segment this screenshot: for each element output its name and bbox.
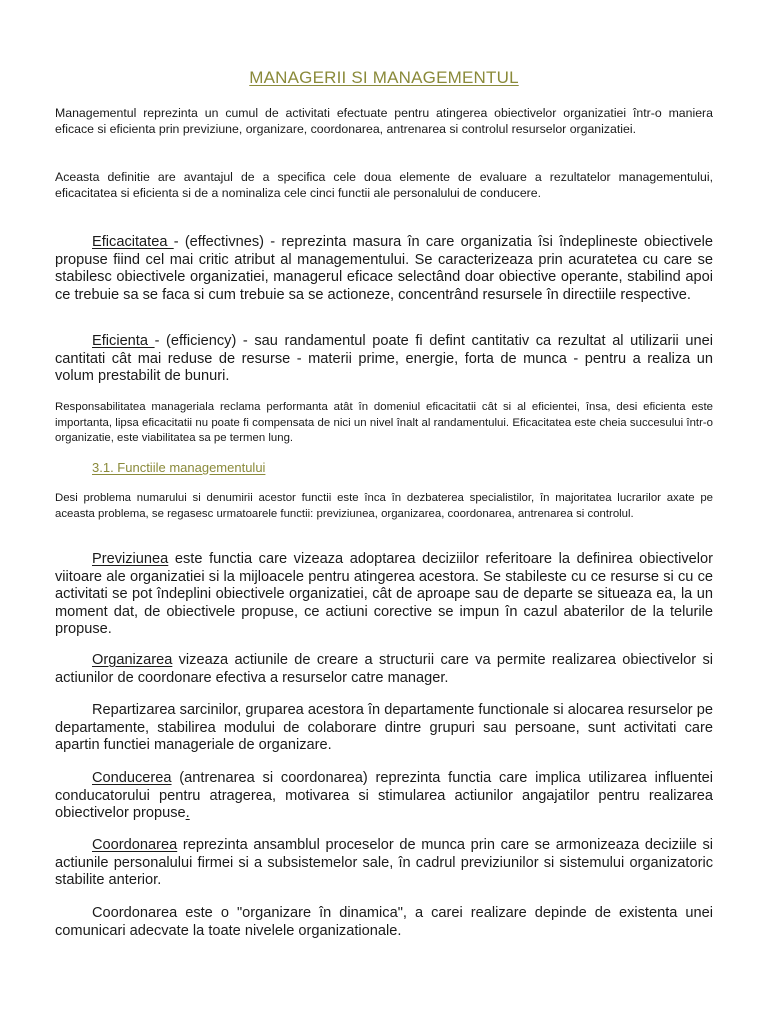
document-title: MANAGERII SI MANAGEMENTUL (249, 68, 519, 87)
term-coordonarea: Coordonarea (92, 837, 178, 853)
paragraph-conducerea (55, 770, 713, 823)
paragraph-definition-advantage: Aceasta definitie are avantajul de a specifica cele doua elemente de evaluare a rezultatelor managementului, eficacitatea si eficienta si de a nominaliza cele cinci functii ale personalului de conducere. (55, 170, 713, 200)
text-previziunea: este functia care vizeaza adoptarea deciziilor referitoare la definirea obiectivelor viitoare ale organizatiei si la mijloacele pentru atingerea acestora. Se stabileste cu ce resurse si cu ce activitati se pot îndeplini obiectivele organizatiei, cât de aproape sau de departe se situeaza ea, la un moment dat, de obiectivele propuse, ce actiuni corective se impun în cazul abaterilor de la telurile propuse. (55, 551, 713, 638)
paragraph-management-definition: Managementul reprezinta un cumul de activitati efectuate pentru atingerea obiectivelor organizatiei într-o maniera eficace si eficienta prin previziune, organizare, coordonarea, antrenarea si controlul resurselor organizatiei. (55, 106, 713, 136)
paragraph-organizarea (55, 652, 713, 687)
text-eficienta: - (efficiency) - sau randamentul poate fi defint cantitativ ca rezultat al utilizarii unei cantitati cât mai reduse de resurse - materii prime, energie, forta de munca - pentru a realiza un volum prestabilit de bunuri. (55, 333, 713, 385)
term-organizarea: Organizarea (92, 652, 173, 668)
end-conducerea: . (185, 805, 190, 822)
term-previziunea: Previziunea (92, 551, 169, 567)
text-organizarea: vizeaza actiunile de creare a structurii care va permite realizarea obiectivelor si actiunilor de coordonare efectiva a resurselor catre manager. (55, 652, 713, 686)
text-conducerea: (antrenarea si coordonarea) reprezinta functia care implica utilizarea influentei conducatorului pentru atragerea, motivarea si stimularea actiunilor angajatilor pentru realizarea obiectivelor propuse (55, 770, 713, 822)
term-conducerea: Conducerea (92, 770, 172, 786)
term-eficacitatea: Eficacitatea (92, 234, 174, 250)
paragraph-responsabilitatea: Responsabilitatea manageriala reclama performanta atât în domeniul eficacitatii cât si al eficientei, însa, desi eficienta este importanta, lipsa eficacitatii nu poate fi compensata de nici un nivel înalt al randamentului. Eficacitatea este cheia succesului într-o organizatie, este viabilitatea sa pe termen lung. (55, 401, 713, 444)
paragraph-functii-intro: Desi problema numarului si denumirii acestor functii este înca în dezbaterea specialistilor, în majoritatea lucrarilor axate pe aceasta problema, se regasesc urmatoarele functii: previziunea, organizarea, coordonarea, antrenarea si controlul. (55, 492, 713, 520)
section-heading: 3.1. Functiile managementului (92, 460, 266, 475)
term-eficienta: Eficienta (92, 333, 155, 349)
text-coordonarea: reprezinta ansamblul proceselor de munca prin care se armonizeaza deciziile si actiunile personalului firmei si a subsistemelor sale, în cadrul previziunilor si sistemului organizatoric stabilite anterior. (55, 837, 713, 889)
paragraph-eficienta (55, 333, 713, 386)
paragraph-previziunea (55, 551, 713, 639)
text-eficacitatea: - (effectivnes) - reprezinta masura în care organizatia îsi îndeplineste obiectivele propuse fiind cel mai critic atribut al managementului. Se caracterizeaza prin acuratetea cu care se stabilesc obiectivele organizatiei, managerul eficace selectând doar obiective operante, stabilind apoi ce trebuie sa se faca si cum trebuie sa se actioneze, concentrând resursele în directiile respective. (55, 234, 713, 303)
paragraph-coordonarea-dinamica: Coordonarea este o "organizare în dinamica", a carei realizare depinde de existenta unei comunicari adecvate la toate nivelele organizationale. (55, 905, 713, 939)
paragraph-coordonarea (55, 837, 713, 890)
paragraph-repartizarea: Repartizarea sarcinilor, gruparea acestora în departamente functionale si alocarea resurselor pe departamente, stabilirea modului de colaborare dintre grupuri sau persoane, sunt activitati care apartin functiei manageriale de organizare. (55, 702, 713, 754)
paragraph-eficacitatea (55, 234, 713, 304)
